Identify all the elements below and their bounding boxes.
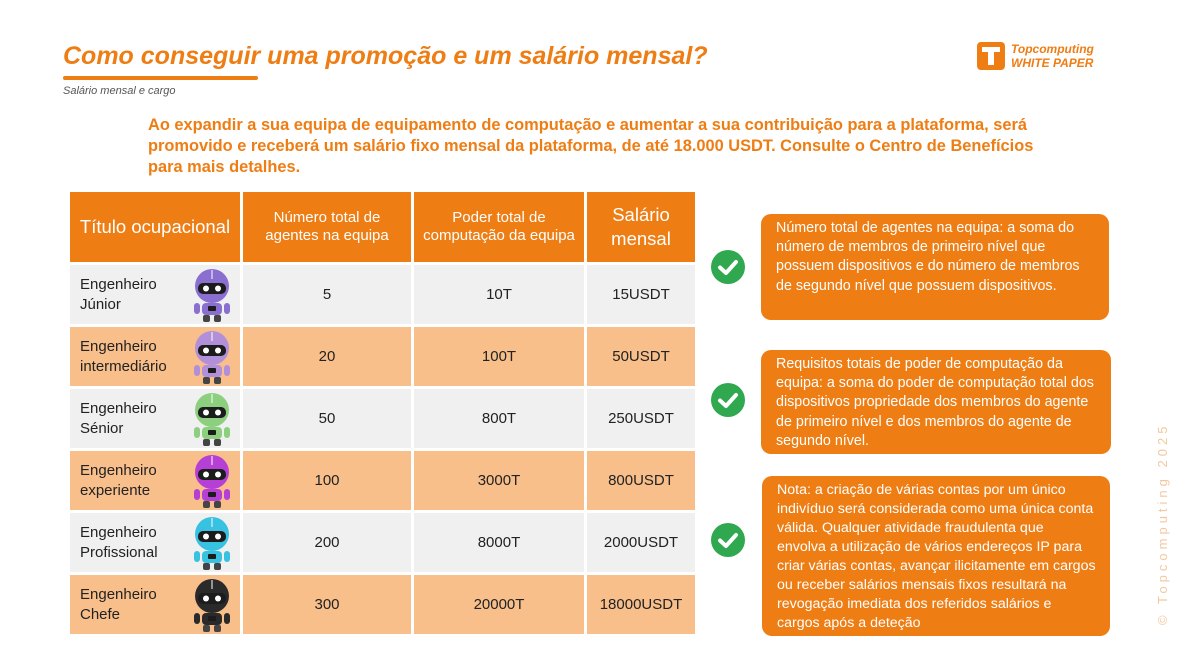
brand-tagline: WHITE PAPER [1011,56,1094,70]
power-cell: 20000T [414,575,584,634]
title-line2: Profissional [80,543,158,561]
title-line1: Engenheiro [80,399,157,417]
intro-paragraph: Ao expandir a sua equipa de equipamento de computação e aumentar a sua contribuição para a plataforma, será promovido e receberá um salário fixo mensal da plataforma, de até 18.000 USDT. Consulte o Centro de Benefícios para mais detalhes. [148,116,1034,176]
table-row [70,327,695,386]
title-line1: Engenheiro [80,461,157,479]
title-underline [63,76,258,80]
note-warning: Nota: a criação de várias contas por um único indivíduo será considerada como uma única conta válida. Qualquer atividade fraudulenta que envolva a utilização de vários endereços IP para criar várias contas, avançar ilicitamente em cargos ou receber salários mensais fixos resultará na revogação imediata dos referidos salários e cargos após a deteção [762,476,1110,636]
title-line1: Engenheiro [80,275,157,293]
brand-text [1011,42,1094,70]
power-cell: 800T [414,389,584,448]
title-line2: Chefe [80,605,121,623]
title-line1: Engenheiro [80,523,157,541]
title-line2: Sénior [80,419,124,437]
check-icon [711,523,745,557]
salary-cell: 250USDT [587,389,695,448]
agents-cell: 100 [243,451,411,510]
salary-cell: 15USDT [587,265,695,324]
table-row [70,575,695,634]
robot-avatar-icon [190,515,234,571]
title-line1: Engenheiro [80,585,157,603]
robot-avatar-icon [190,391,234,447]
title-cell [70,265,240,324]
robot-avatar-icon [190,329,234,385]
brand-name: Topcomputing [1011,42,1094,56]
power-cell: 8000T [414,513,584,572]
copyright-vertical: © Topcomputing 2025 [1155,422,1170,625]
power-cell: 10T [414,265,584,324]
check-icon [711,250,745,284]
agents-cell: 5 [243,265,411,324]
title-cell [70,389,240,448]
robot-avatar-icon [190,267,234,323]
table-row [70,265,695,324]
robot-avatar-icon [190,453,234,509]
salary-cell: 800USDT [587,451,695,510]
note-agents: Número total de agentes na equipa: a soma do número de membros de primeiro nível que possuem dispositivos e do número de membros de segundo nível que possuem dispositivos. [761,214,1109,320]
brand-logo-icon [977,42,1005,70]
table-row [70,451,695,510]
title-line2: experiente [80,481,151,499]
agents-cell: 300 [243,575,411,634]
agents-cell: 20 [243,327,411,386]
title-cell [70,451,240,510]
power-cell: 100T [414,327,584,386]
salary-cell: 2000USDT [587,513,695,572]
agents-cell: 200 [243,513,411,572]
note-power: Requisitos totais de poder de computação da equipa: a soma do poder de computação total dos dispositivos propriedade dos membros do agente de primeiro nível e dos membros do agente de segundo nível. [761,350,1111,454]
check-icon [711,383,745,417]
title-cell [70,513,240,572]
table-header-row [70,192,695,262]
col-header-salary: Salário mensal [587,192,695,262]
table-row [70,513,695,572]
power-cell: 3000T [414,451,584,510]
salary-table [67,189,698,637]
col-header-power: Poder total de computação da equipa [414,192,584,262]
title-line2: intermediário [80,357,167,375]
title-line1: Engenheiro [80,337,157,355]
salary-cell: 18000USDT [587,575,695,634]
title-cell [70,575,240,634]
col-header-title: Título ocupacional [70,192,240,262]
page-subtitle: Salário mensal e cargo [63,85,176,97]
brand [977,42,1094,70]
title-cell [70,327,240,386]
page-title: Como conseguir uma promoção e um salário mensal? [63,42,708,70]
salary-cell: 50USDT [587,327,695,386]
robot-avatar-icon [190,577,234,633]
col-header-agents: Número total de agentes na equipa [243,192,411,262]
title-line2: Júnior [80,295,121,313]
table-row [70,389,695,448]
agents-cell: 50 [243,389,411,448]
